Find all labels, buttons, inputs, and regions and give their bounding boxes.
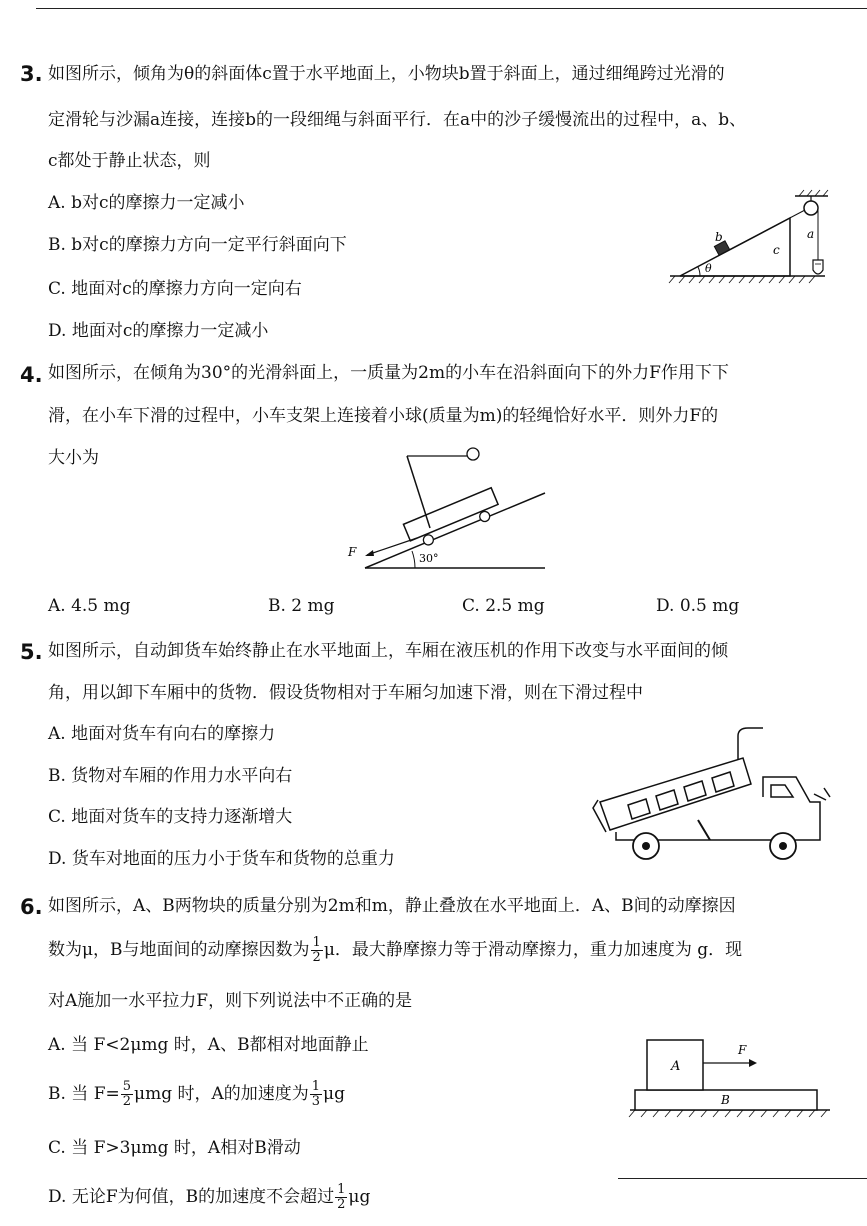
q3-label-b: b [715,230,723,244]
q6-stem-line-3: 对A施加一水平拉力F，则下列说法中不正确的是 [48,991,413,1011]
q6-blocks-figure [625,1030,835,1120]
q6-option-b-middle: μmg 时，A的加速度为 [134,1084,309,1104]
q5-option-b[interactable]: B. 货物对车厢的作用力水平向右 [48,766,293,786]
q4-stem-line-3: 大小为 [48,448,99,468]
q4-number: 4. [20,363,43,387]
q3-option-d[interactable]: D. 地面对c的摩擦力一定减小 [48,321,269,341]
q4-label-F: F [348,545,357,559]
q6-option-b[interactable] [48,1080,345,1109]
frac-numerator: 5 [122,1079,132,1094]
q6-number: 6. [20,895,43,919]
q6-option-a[interactable]: A. 当 F<2μmg 时，A、B都相对地面静止 [48,1035,369,1055]
q4-option-a[interactable]: A. 4.5 mg [48,596,131,616]
q4-option-d[interactable]: D. 0.5 mg [656,596,740,616]
q6-stem-line-1: 如图所示，A、B两物块的质量分别为2m和m，静止叠放在水平地面上．A、B间的动摩擦因 [48,896,736,916]
q4-stem-line-1: 如图所示，在倾角为30°的光滑斜面上，一质量为2m的小车在沿斜面向下的外力F作用下下 [48,363,729,383]
frac-denominator: 2 [312,950,321,965]
q3-stem-line-3: c都处于静止状态，则 [48,151,211,171]
q3-option-a[interactable]: A. b对c的摩擦力一定减小 [48,193,245,213]
q5-option-c[interactable]: C. 地面对货车的支持力逐渐增大 [48,807,293,827]
q3-option-b[interactable]: B. b对c的摩擦力方向一定平行斜面向下 [48,235,347,255]
q4-option-b[interactable]: B. 2 mg [268,596,335,616]
q6-label-B: B [721,1093,730,1107]
q6-label-F: F [738,1043,747,1057]
q3-number: 3. [20,62,43,86]
q6-option-b-prefix: B. 当 F= [48,1084,120,1104]
q6-option-d-fraction [335,1183,347,1212]
frac-numerator: 1 [312,935,321,950]
q5-dump-truck-figure [588,722,833,870]
q4-label-angle: 30° [419,552,439,565]
q5-stem-line-1: 如图所示，自动卸货车始终静止在水平地面上，车厢在液压机的作用下改变与水平面间的倾 [48,641,728,661]
q4-option-c[interactable]: C. 2.5 mg [462,596,545,616]
frac-denominator: 3 [311,1094,321,1109]
q6-option-b-fraction-2 [310,1080,322,1109]
q5-option-d[interactable]: D. 货车对地面的压力小于货车和货物的总重力 [48,849,395,869]
q3-stem-line-1: 如图所示，倾角为θ的斜面体c置于水平地面上，小物块b置于斜面上，通过细绳跨过光滑的 [48,64,725,84]
q6-option-b-fraction-1 [121,1080,133,1109]
q3-label-theta: θ [705,262,712,275]
q6-stem-line-2 [48,936,742,965]
frac-numerator: 1 [311,1079,321,1094]
q3-label-c: c [773,243,780,257]
frac-denominator: 2 [122,1094,132,1109]
q6-option-d-suffix: μg [348,1187,371,1207]
frac-numerator: 1 [337,1182,346,1197]
q6-stem-line-2-end: μ．最大静摩擦力等于滑动摩擦力，重力加速度为 g．现 [323,940,743,960]
bottom-rule [618,1178,867,1179]
q6-fraction-half [311,936,323,965]
top-rule [36,8,867,9]
q6-label-A: A [671,1059,681,1074]
q3-label-a: a [807,227,815,241]
q5-option-a[interactable]: A. 地面对货车有向右的摩擦力 [48,724,276,744]
q6-option-d-prefix: D. 无论F为何值，B的加速度不会超过 [48,1187,335,1207]
q3-incline-pulley-figure [665,188,835,288]
q5-number: 5. [20,640,43,664]
q3-stem-line-2: 定滑轮与沙漏a连接，连接b的一段细绳与斜面平行．在a中的沙子缓慢流出的过程中，a、b、 [48,110,747,130]
q6-stem-line-2-start: 数为μ，B与地面间的动摩擦因数为 [48,940,310,960]
frac-denominator: 2 [337,1197,346,1212]
q4-stem-line-2: 滑，在小车下滑的过程中，小车支架上连接着小球(质量为m)的轻绳恰好水平．则外力F的 [48,406,719,426]
q6-option-c[interactable]: C. 当 F>3μmg 时，A相对B滑动 [48,1138,301,1158]
q3-option-c[interactable]: C. 地面对c的摩擦力方向一定向右 [48,279,302,299]
q6-option-b-suffix: μg [323,1084,345,1104]
q5-stem-line-2: 角，用以卸下车厢中的货物．假设货物相对于车厢匀加速下滑，则在下滑过程中 [48,683,643,703]
q4-incline-cart-figure [345,440,555,575]
q6-option-d[interactable] [48,1183,370,1212]
